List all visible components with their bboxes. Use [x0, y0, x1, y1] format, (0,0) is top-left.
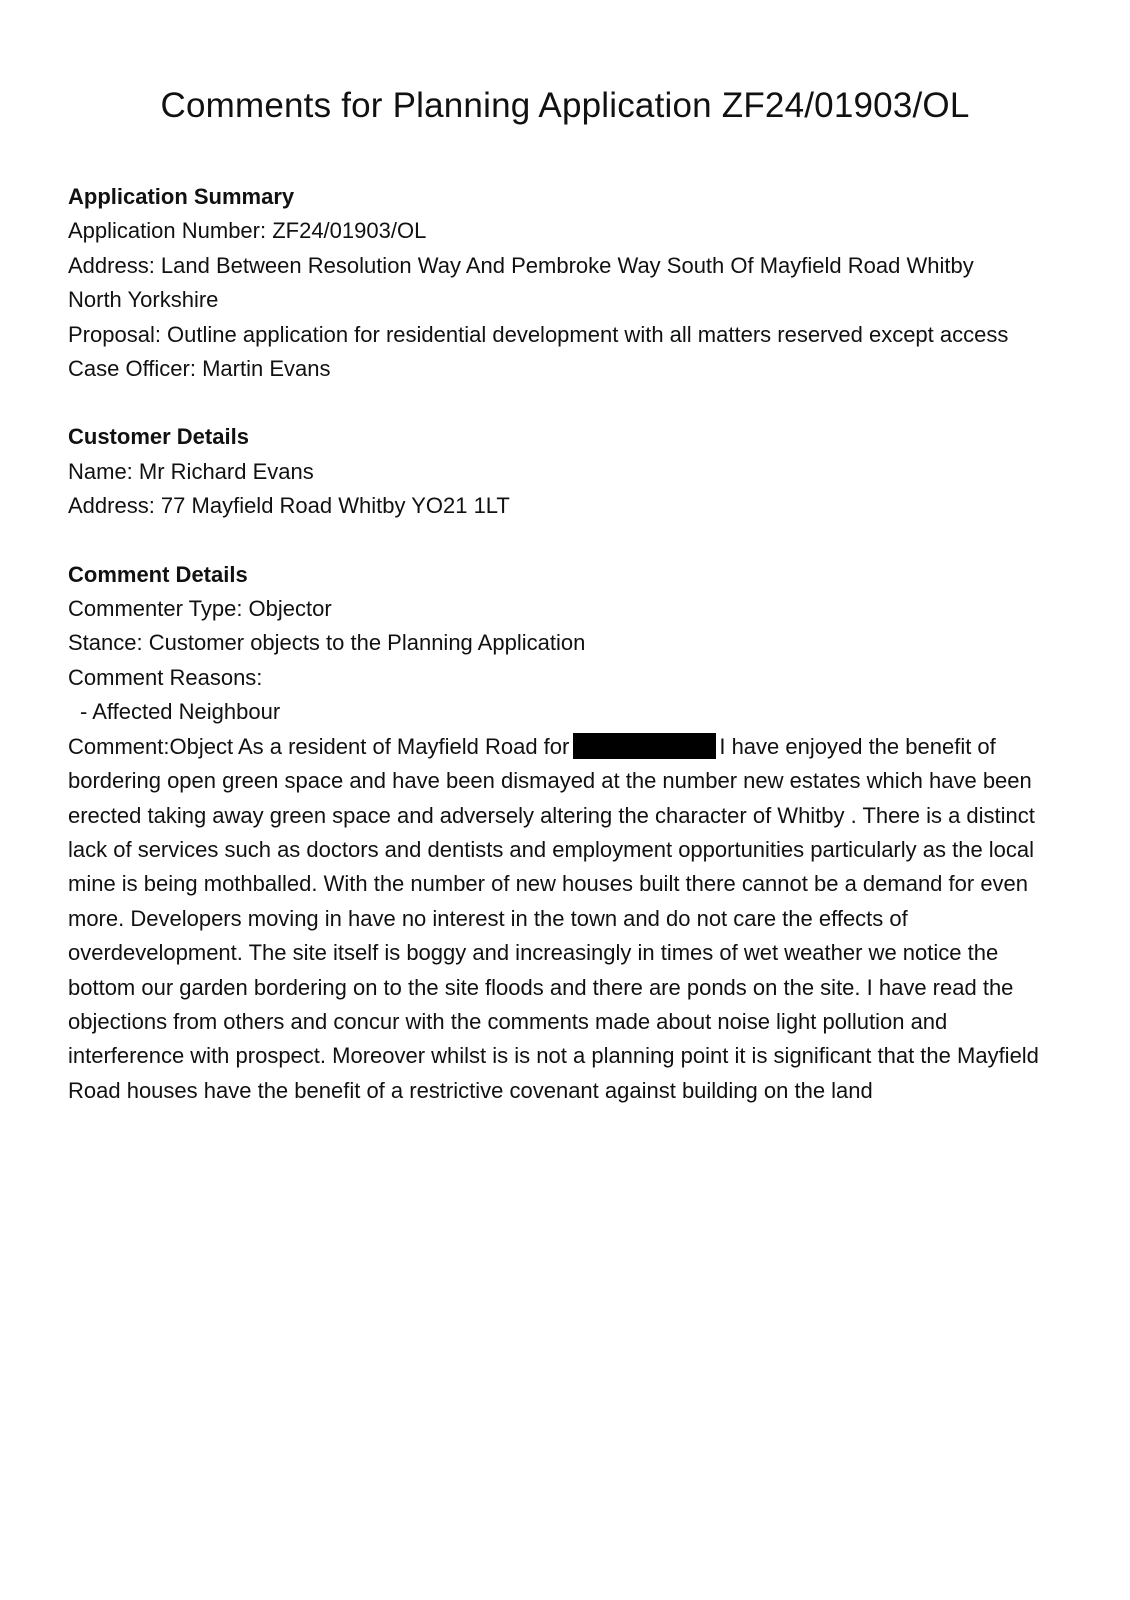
- comment-text-start: Comment:Object As a resident of Mayfield Road for: [68, 733, 570, 759]
- case-officer: Case Officer: Martin Evans: [68, 356, 331, 382]
- comment-details-heading: Comment Details: [68, 561, 248, 587]
- application-summary-section: [68, 180, 1068, 386]
- redaction-block: [573, 733, 716, 759]
- comment-text-rest: I have enjoyed the benefit of bordering open green space and have been dismayed at the number new estates which have been erected taking away green space and adversely altering the character of Whitby . There is a distinct lack of services such as doctors and dentists and employment opportunities particularly as the local mine is being mothballed. With the number of new houses built there cannot be a demand for even more. Developers moving in have no interest in the town and do not care the effects of overdevelopment. The site itself is boggy and increasingly in times of wet weather we notice the bottom our garden bordering on to the site floods and there are ponds on the site. I have read the objections from others and concur with the comments made about noise light pollution and interference with prospect. Moreover whilst is is not a planning point it is significant that the Mayfield Road houses have the benefit of a restrictive covenant against building on the land: [68, 733, 1039, 1103]
- commenter-type: Commenter Type: Objector: [68, 596, 332, 622]
- document-body: [68, 180, 1068, 1108]
- customer-address: Address: 77 Mayfield Road Whitby YO21 1LT: [68, 493, 510, 519]
- application-summary-heading: Application Summary: [68, 184, 295, 209]
- comment-reasons-label: Comment Reasons:: [68, 664, 263, 690]
- comment-text: [68, 730, 1068, 1108]
- customer-name: Name: Mr Richard Evans: [68, 458, 314, 484]
- application-address: Address: Land Between Resolution Way And Pembroke Way South Of Mayfield Road Whitby North Yorkshire: [68, 252, 974, 313]
- application-proposal: Proposal: Outline application for residential development with all matters reserved except access: [68, 321, 1009, 347]
- document-title: Comments for Planning Application ZF24/01903/OL: [160, 86, 970, 125]
- application-number: Application Number: ZF24/01903/OL: [68, 218, 427, 244]
- comment-reason-item: - Affected Neighbour: [80, 699, 281, 725]
- customer-details-section: [68, 420, 1068, 523]
- comment-stance: Stance: Customer objects to the Planning Application: [68, 630, 586, 656]
- customer-details-heading: Customer Details: [68, 424, 249, 450]
- comment-details-section: [68, 558, 1068, 1109]
